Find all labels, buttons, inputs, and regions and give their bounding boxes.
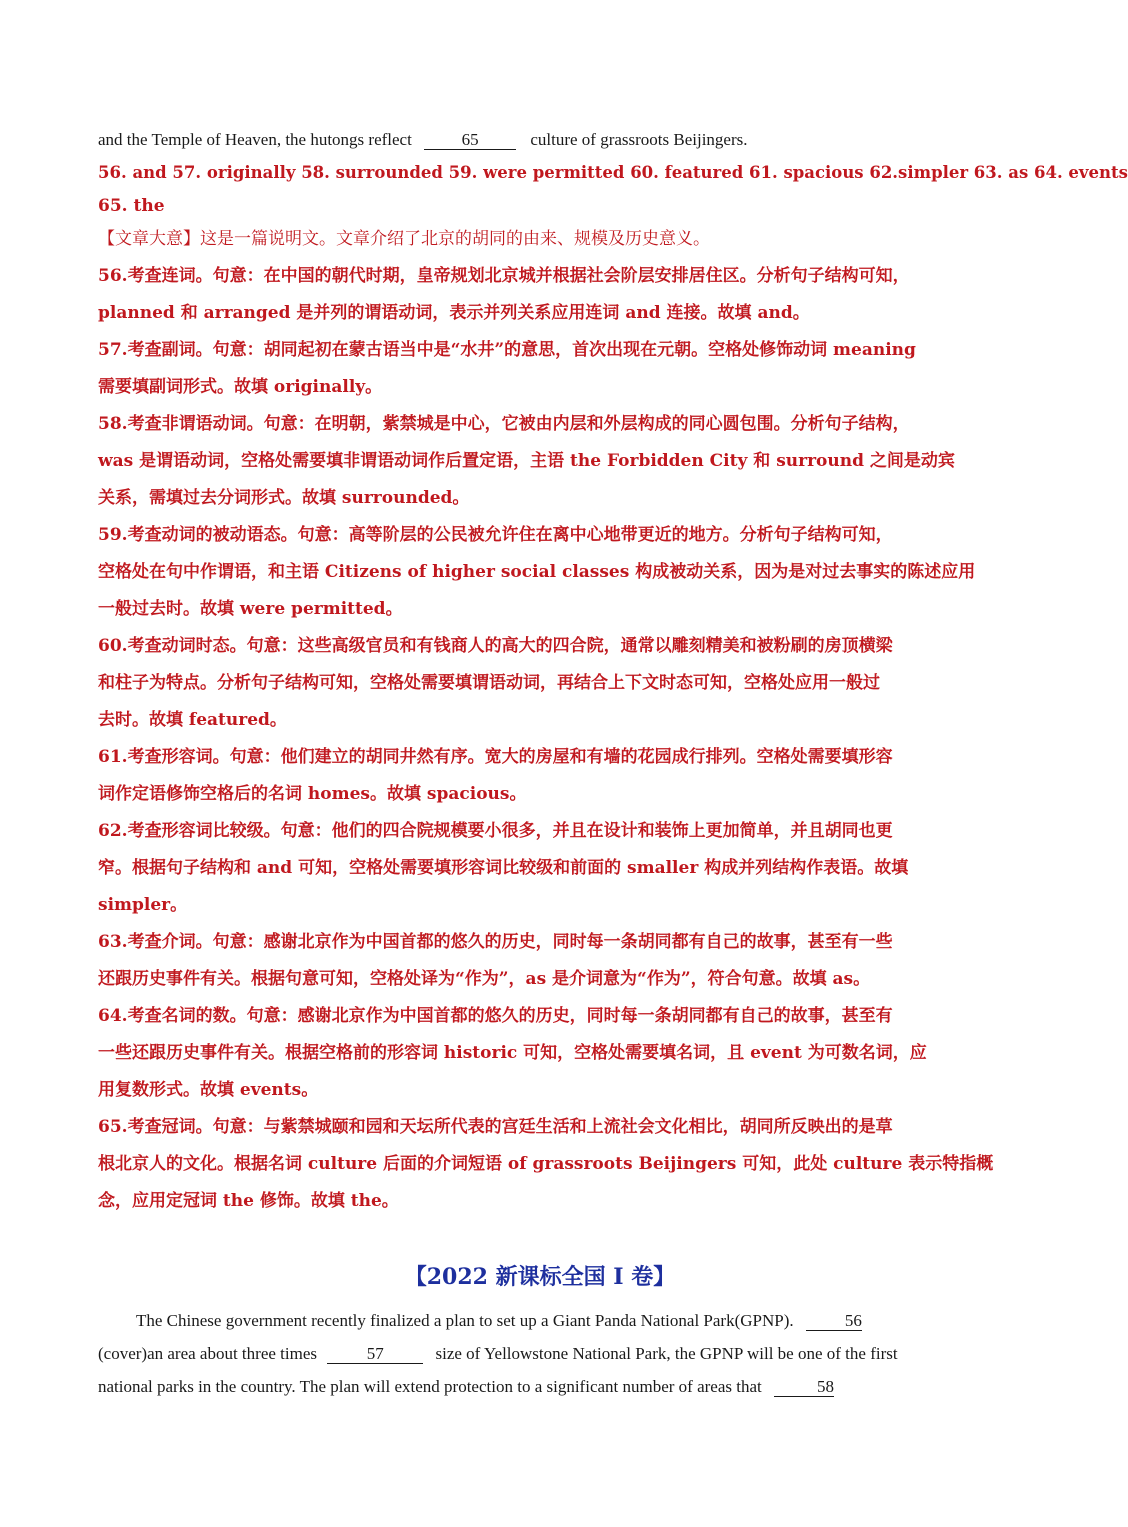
blank-57: 57 [327, 1345, 423, 1364]
passage-line-2 [98, 1343, 982, 1365]
passage-line-2-before: (cover)an area about three times [98, 1344, 317, 1363]
explanation-line: 和柱子为特点。分析句子结构可知，空格处需要填谓语动词，再结合上下文时态可知，空格处应用一般过 [98, 673, 880, 693]
passage-line-3-text: national parks in the country. The plan will extend protection to a significant number of areas that [98, 1377, 762, 1396]
explanation-line: 一些还跟历史事件有关。根据空格前的形容词 historic 可知，空格处需要填名词，且 event 为可数名词，应 [98, 1043, 927, 1063]
explanation-line: 57.考查副词。句意：胡同起初在蒙古语当中是“水井”的意思，首次出现在元朝。空格处修饰动词 meaning [98, 340, 916, 360]
blank-56: 56 [806, 1312, 862, 1331]
answer-key-line-2: 65. the [98, 196, 165, 216]
explanation-line: 用复数形式。故填 events。 [98, 1080, 319, 1100]
explanation-line: 需要填副词形式。故填 originally。 [98, 377, 383, 397]
passage-line-2-after: size of Yellowstone National Park, the GPNP will be one of the first [435, 1344, 898, 1363]
explanation-line: 关系，需填过去分词形式。故填 surrounded。 [98, 488, 470, 508]
intro-text-after: culture of grassroots Beijingers. [530, 130, 748, 149]
explanation-line: 念，应用定冠词 the 修饰。故填 the。 [98, 1191, 399, 1211]
explanation-line: 61.考查形容词。句意：他们建立的胡同井然有序。宽大的房屋和有墙的花园成行排列。空格处需要填形容 [98, 747, 893, 767]
article-summary: 【文章大意】这是一篇说明文。文章介绍了北京的胡同的由来、规模及历史意义。 [98, 229, 710, 249]
section-title: 【2022 新课标全国 I 卷】 [404, 1264, 676, 1290]
blank-65: 65 [424, 131, 516, 150]
explanation-line: 58.考查非谓语动词。句意：在明朝，紫禁城是中心，它被由内层和外层构成的同心圆包围。分析句子结构， [98, 414, 910, 434]
intro-text-before: and the Temple of Heaven, the hutongs reflect [98, 130, 412, 149]
explanation-line: 64.考查名词的数。句意：感谢北京作为中国首都的悠久的历史，同时每一条胡同都有自己的故事，甚至有 [98, 1006, 893, 1026]
blank-58: 58 [774, 1378, 834, 1397]
explanation-line: 去时。故填 featured。 [98, 710, 287, 730]
explanation-line: 62.考查形容词比较级。句意：他们的四合院规模要小很多，并且在设计和装饰上更加简单，并且胡同也更 [98, 821, 893, 841]
explanation-line: was 是谓语动词，空格处需要填非谓语动词作后置定语，主语 the Forbidden City 和 surround 之间是动宾 [98, 451, 955, 471]
explanation-line: 59.考查动词的被动语态。句意：高等阶层的公民被允许住在离中心地带更近的地方。分析句子结构可知， [98, 525, 893, 545]
passage-line-1-text: The Chinese government recently finalized a plan to set up a Giant Panda National Park(GPNP). [136, 1311, 794, 1330]
explanation-line: 一般过去时。故填 were permitted。 [98, 599, 403, 619]
answer-key-line-1: 56. and 57. originally 58. surrounded 59. were permitted 60. featured 61. spacious 62.simpler 63. as 64. events [98, 163, 1128, 182]
explanation-line: 还跟历史事件有关。根据句意可知，空格处译为“作为”，as 是介词意为“作为”，符合句意。故填 as。 [98, 969, 871, 989]
explanation-line: planned 和 arranged 是并列的谓语动词，表示并列关系应用连词 and 连接。故填 and。 [98, 303, 810, 323]
explanation-line: 窄。根据句子结构和 and 可知，空格处需要填形容词比较级和前面的 smaller 构成并列结构作表语。故填 [98, 858, 909, 878]
explanation-line: simpler。 [98, 895, 188, 915]
passage-line-1 [98, 1310, 982, 1332]
explanation-line: 60.考查动词时态。句意：这些高级官员和有钱商人的高大的四合院，通常以雕刻精美和被粉刷的房顶横梁 [98, 636, 893, 656]
intro-sentence [98, 129, 982, 151]
explanation-line: 根北京人的文化。根据名词 culture 后面的介词短语 of grassroots Beijingers 可知，此处 culture 表示特指概 [98, 1154, 994, 1174]
explanation-line: 65.考查冠词。句意：与紫禁城颐和园和天坛所代表的宫廷生活和上流社会文化相比，胡同所反映出的是草 [98, 1117, 893, 1137]
explanation-line: 63.考查介词。句意：感谢北京作为中国首都的悠久的历史，同时每一条胡同都有自己的故事，甚至有一些 [98, 932, 893, 952]
explanation-line: 56.考查连词。句意：在中国的朝代时期，皇帝规划北京城并根据社会阶层安排居住区。分析句子结构可知， [98, 266, 910, 286]
explanation-line: 词作定语修饰空格后的名词 homes。故填 spacious。 [98, 784, 527, 804]
explanation-line: 空格处在句中作谓语，和主语 Citizens of higher social classes 构成被动关系，因为是对过去事实的陈述应用 [98, 562, 976, 582]
passage-line-3 [98, 1376, 982, 1398]
